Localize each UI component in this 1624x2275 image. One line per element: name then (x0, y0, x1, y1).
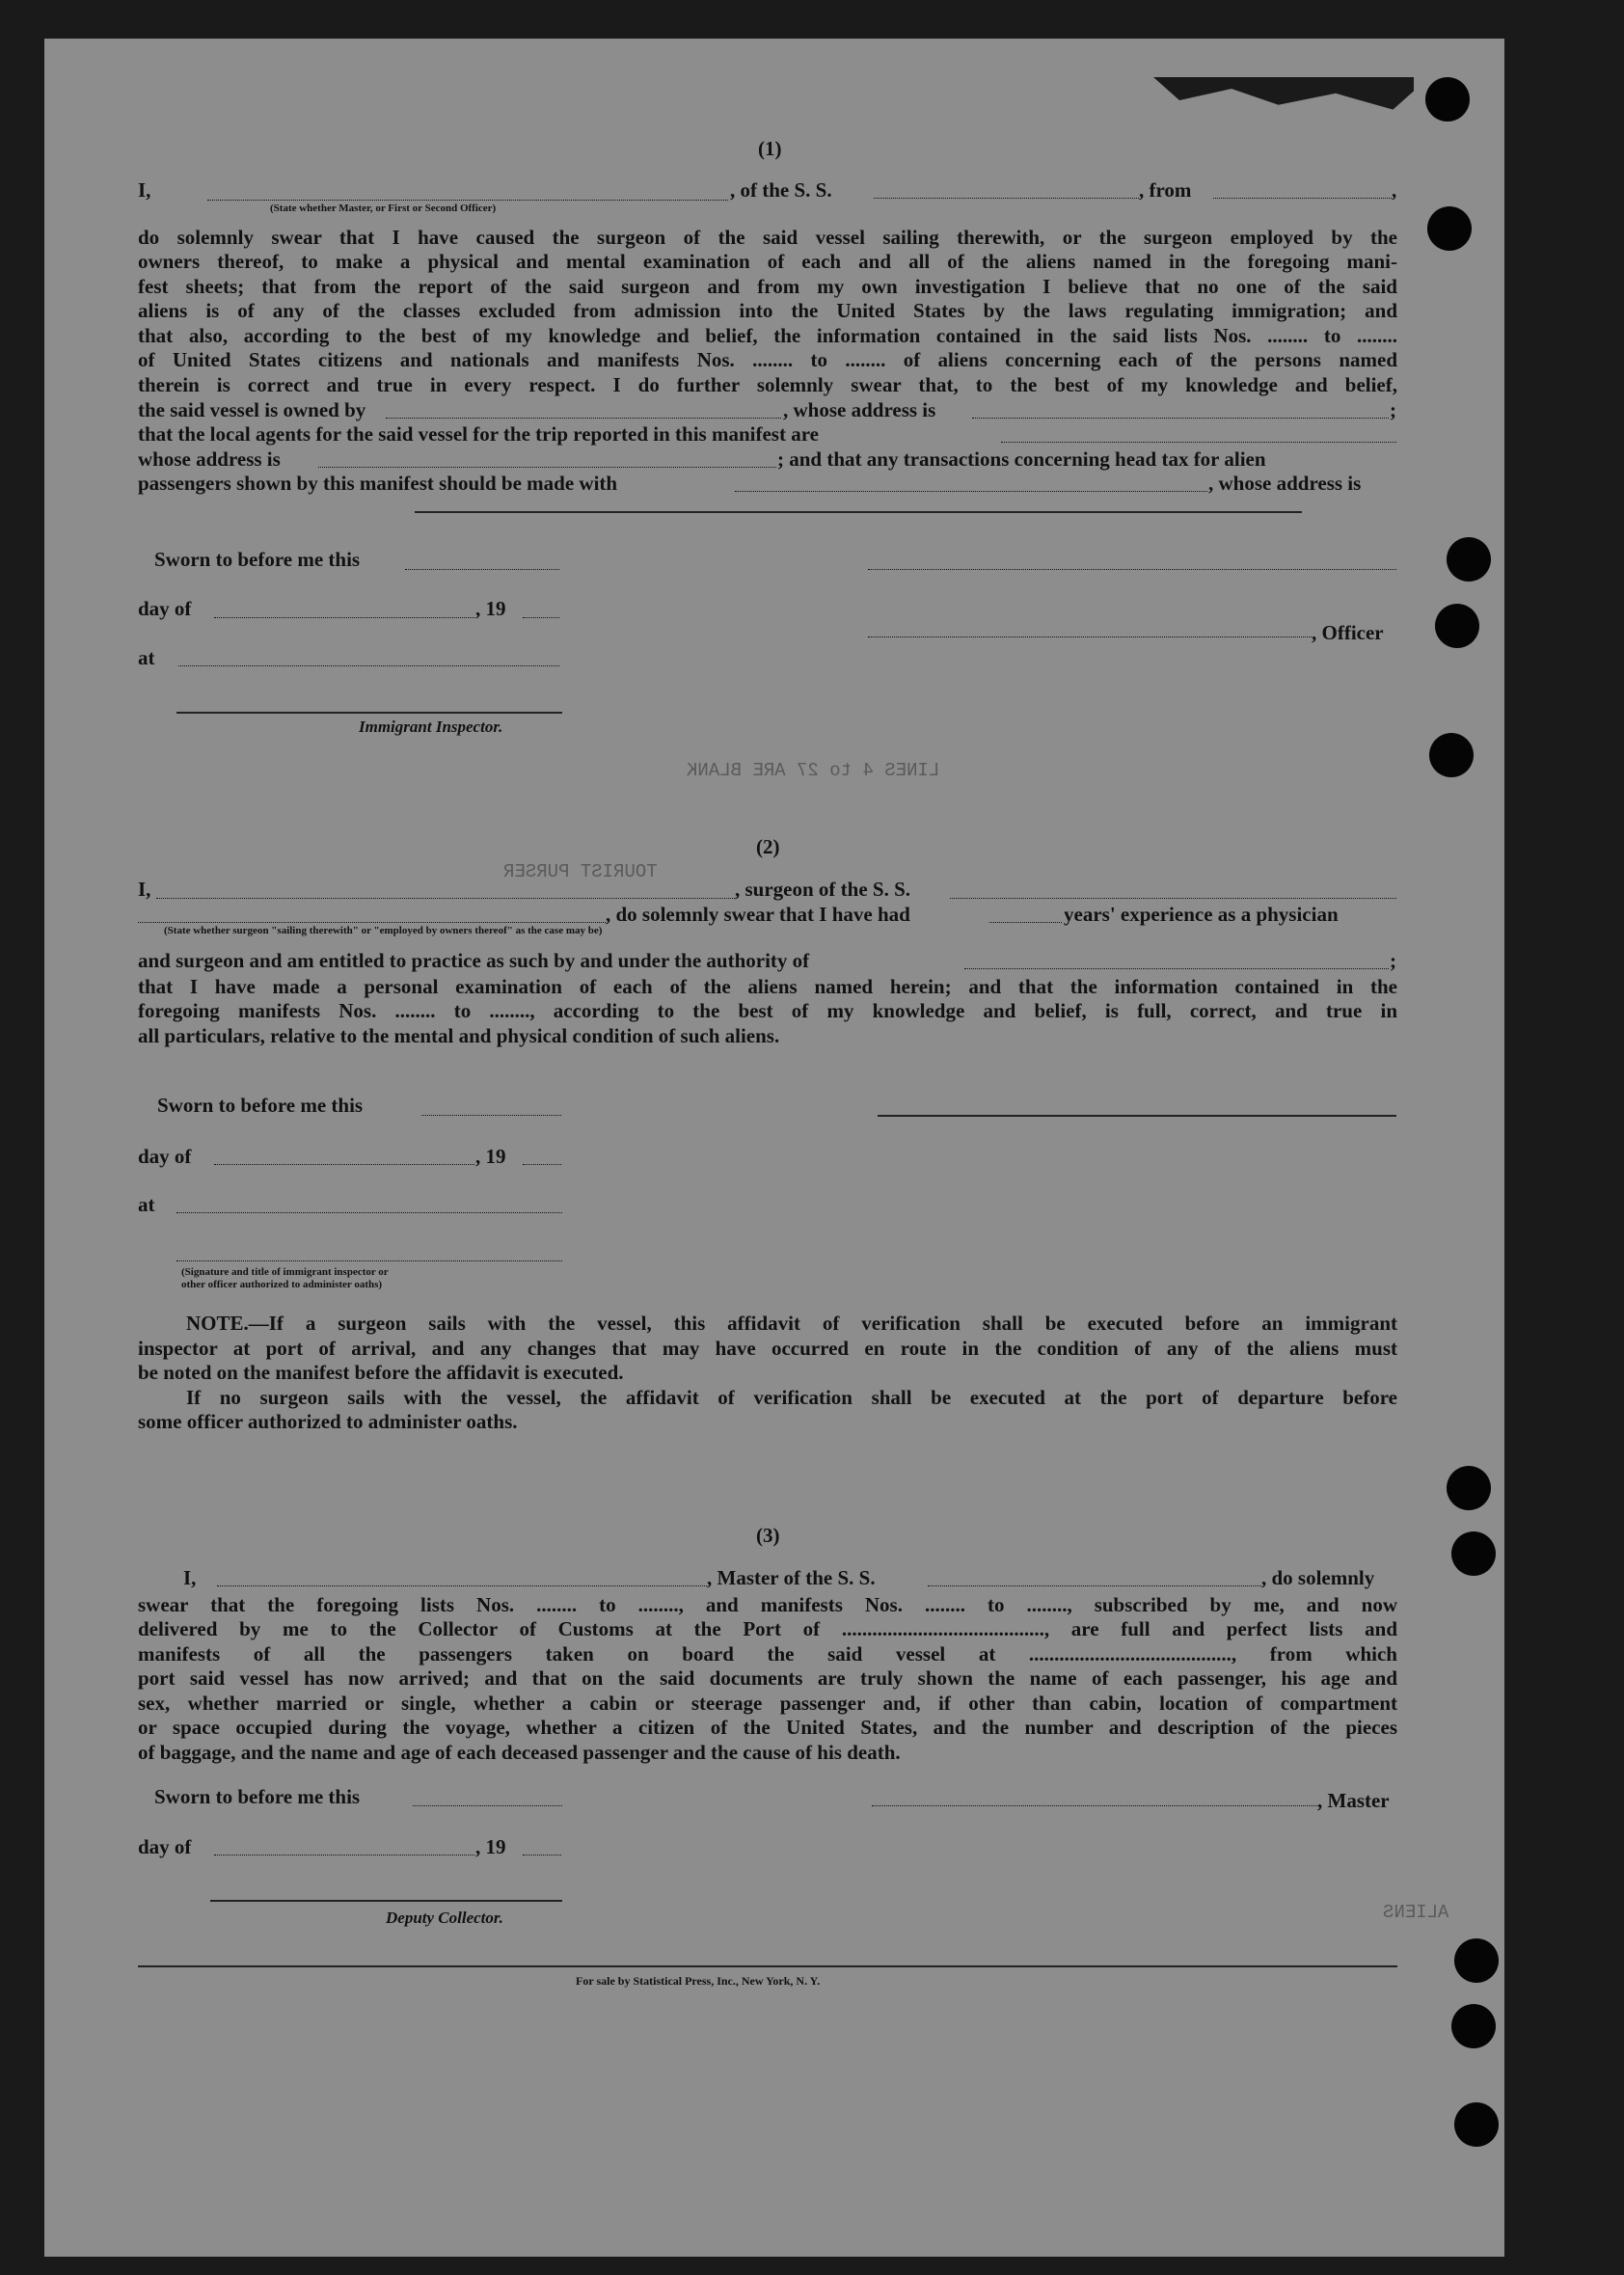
s2-note-line: inspector at port of arrival, and any changes that may have occurred en route in the condition of any of the aliens must (138, 1337, 1397, 1360)
binder-hole (1425, 77, 1470, 122)
s1-of-ss: , of the S. S. (730, 178, 832, 202)
s3-collector-line (210, 1900, 562, 1902)
s2-i: I, (138, 878, 151, 901)
s3-master: , Master (1317, 1789, 1390, 1812)
s2-nineteen: , 19 (475, 1145, 506, 1168)
s1-inspector-caption: Immigrant Inspector. (359, 718, 503, 736)
s2-year-field[interactable] (523, 1164, 561, 1165)
s2-body-line: foregoing manifests Nos. ........ to ........, according to the best of my knowledge and belief, is full, correct, and true in (138, 999, 1397, 1022)
s2-note-line: NOTE.—If a surgeon sails with the vessel, this affidavit of verification shall be executed before an immigrant (186, 1312, 1397, 1335)
s1-month-field[interactable] (214, 617, 474, 618)
s1-officer: , Officer (1312, 621, 1384, 644)
s2-note2-line: If no surgeon sails with the vessel, the affidavit of verification shall be executed at the port of departure before (186, 1386, 1397, 1409)
s1-owner-address-field[interactable] (972, 418, 1389, 419)
s1-body-line: therein is correct and true in every respect. I do further solemnly swear that, to the best of my knowledge and belief, (138, 373, 1397, 396)
s2-place-field[interactable] (176, 1212, 562, 1213)
s2-note-line: be noted on the manifest before the affidavit is executed. (138, 1361, 624, 1384)
s1-place-field[interactable] (178, 665, 559, 666)
s1-from: , from (1139, 178, 1192, 202)
s3-name-field[interactable] (217, 1585, 707, 1586)
s2-name-field[interactable] (156, 898, 735, 899)
s1-sworn-date-field[interactable] (405, 569, 559, 570)
s1-sworn: Sworn to before me this (154, 548, 361, 571)
s2-at: at (138, 1193, 155, 1216)
s2-inspector-signature-field[interactable] (176, 1260, 562, 1261)
s1-local-agents: that the local agents for the said vessel for the trip reported in this manifest are (138, 422, 819, 446)
s2-month-field[interactable] (214, 1164, 474, 1165)
faint-stamp-purser: TOURIST PURSER (503, 861, 658, 882)
s2-solemnly: , do solemnly swear that I have had (606, 903, 910, 926)
s1-subcaption: (State whether Master, or First or Second Officer) (270, 203, 497, 214)
s1-body-line: of United States citizens and nationals and manifests Nos. ........ to ........ of aliens concerning each of the persons named (138, 348, 1397, 371)
s3-body-line: delivered by me to the Collector of Customs at the Port of ........................................, are full and perfect lists and (138, 1617, 1397, 1640)
footer-printer: For sale by Statistical Press, Inc., New York, N. Y. (576, 1974, 821, 1988)
s3-sworn-date-field[interactable] (413, 1805, 562, 1806)
s3-master-of: , Master of the S. S. (707, 1566, 876, 1589)
s1-comma: , (1392, 178, 1397, 202)
s3-body-line: of baggage, and the name and age of each deceased passenger and the cause of his death. (138, 1741, 901, 1764)
s2-surgeon-of: , surgeon of the S. S. (735, 878, 911, 901)
s1-whose-address-is: , whose address is (783, 398, 936, 421)
s1-passengers: passengers shown by this manifest should be made with (138, 472, 618, 495)
binder-hole (1435, 604, 1479, 648)
s1-year-field[interactable] (523, 617, 559, 618)
s3-body-line: or space occupied during the voyage, whether a citizen of the United States, and the number and description of the pieces (138, 1716, 1397, 1739)
s3-collector-caption: Deputy Collector. (386, 1909, 503, 1927)
section-number-2: (2) (756, 835, 780, 858)
s3-body-line: sex, whether married or single, whether a cabin or steerage passenger and, if other than cabin, location of compartment (138, 1692, 1397, 1715)
s1-body-line: fest sheets; that from the report of the said surgeon and from my own investigation I believe that no one of the said (138, 275, 1397, 298)
s1-officer-title-field[interactable] (207, 200, 728, 201)
s2-sig-caption-2: other officer authorized to administer oaths) (181, 1279, 383, 1290)
footer-rule (138, 1965, 1397, 1967)
s1-officer-field[interactable] (868, 636, 1312, 637)
s2-years-field[interactable] (989, 922, 1062, 923)
binder-hole (1451, 2004, 1496, 2048)
s2-body-line: that I have made a personal examination of each of the aliens named herein; and that the information contained in the (138, 975, 1397, 998)
s3-i: I, (183, 1566, 197, 1589)
s3-nineteen: , 19 (475, 1835, 506, 1858)
faint-stamp-aliens: ALIENS (1383, 1902, 1449, 1923)
s3-master-signature-field[interactable] (872, 1805, 1317, 1806)
s1-from-field[interactable] (1213, 198, 1392, 199)
s2-day-of: day of (138, 1145, 192, 1168)
s2-note2-line: some officer authorized to administer oaths. (138, 1410, 518, 1433)
s1-i: I, (138, 178, 151, 202)
s1-semicolon: ; (1390, 398, 1396, 421)
section-number-1: (1) (758, 137, 782, 160)
s1-body-line: aliens is of any of the classes excluded from admission into the United States by the laws regulating immigration; and (138, 299, 1397, 322)
s1-owned-by: the said vessel is owned by (138, 398, 366, 421)
s1-body-line: do solemnly swear that I have caused the surgeon of the said vessel sailing therewith, or the surgeon employed by the (138, 226, 1397, 249)
s1-body-line: owners thereof, to make a physical and mental examination of each and all of the aliens named in the foregoing mani- (138, 250, 1397, 273)
s2-sworn-date-field[interactable] (421, 1115, 561, 1116)
binder-hole (1454, 1938, 1499, 1983)
s1-head-tax-contact-field[interactable] (735, 491, 1207, 492)
s3-ship-name-field[interactable] (928, 1585, 1261, 1586)
binder-hole (1429, 733, 1474, 777)
s3-body-line: port said vessel has now arrived; and that on the said documents are truly shown the name of each passenger, his age and (138, 1666, 1397, 1690)
s1-day-of: day of (138, 597, 192, 620)
s1-head-tax: ; and that any transactions concerning head tax for alien (777, 447, 1266, 471)
torn-edge (1153, 77, 1414, 123)
s3-body-line: swear that the foregoing lists Nos. ........ to ........, and manifests Nos. ........ to ........, subscribed by me, and now (138, 1593, 1397, 1616)
s2-signature-line (878, 1115, 1396, 1117)
s2-years: years' experience as a physician (1064, 903, 1339, 926)
binder-hole (1427, 206, 1472, 251)
s3-sworn: Sworn to before me this (154, 1785, 361, 1808)
s2-subcaption: (State whether surgeon "sailing therewith" or "employed by owners thereof" as the case may be) (164, 925, 603, 936)
s1-agents-address-field[interactable] (318, 467, 776, 468)
s3-do-solemnly: , do solemnly (1261, 1566, 1375, 1589)
s2-body-line: all particulars, relative to the mental and physical condition of such aliens. (138, 1024, 780, 1047)
s1-ship-name-field[interactable] (874, 198, 1139, 199)
s3-day-of: day of (138, 1835, 192, 1858)
faint-stamp-lines-blank: LINES 4 to 27 ARE BLANK (687, 760, 940, 781)
binder-hole (1447, 1466, 1491, 1510)
s2-capacity-field[interactable] (138, 922, 606, 923)
s1-whose-address: whose address is (138, 447, 281, 471)
s1-signature-field[interactable] (868, 569, 1396, 570)
s2-authority-field[interactable] (964, 968, 1389, 969)
binder-hole (1447, 537, 1491, 582)
s3-body-line: manifests of all the passengers taken on board the said vessel at ........................................, from which (138, 1642, 1397, 1666)
s1-owner-field[interactable] (386, 418, 781, 419)
s1-nineteen: , 19 (475, 597, 506, 620)
s2-authority: and surgeon and am entitled to practice as such by and under the authority of (138, 949, 810, 972)
s1-body-line: that also, according to the best of my knowledge and belief, the information contained in the said lists Nos. ........ to ........ (138, 324, 1397, 347)
s1-whose-address-end: , whose address is (1208, 472, 1362, 495)
s2-semicolon: ; (1390, 949, 1396, 972)
s1-agents-field[interactable] (1001, 442, 1396, 443)
s1-inspector-line (176, 712, 562, 714)
s1-at: at (138, 646, 155, 669)
s2-sig-caption-1: (Signature and title of immigrant inspector or (181, 1266, 389, 1278)
s2-ship-name-field[interactable] (950, 898, 1396, 899)
s2-sworn: Sworn to before me this (157, 1094, 364, 1117)
binder-hole (1451, 1531, 1496, 1576)
binder-hole (1454, 2102, 1499, 2147)
s1-rule (415, 511, 1302, 513)
section-number-3: (3) (756, 1524, 780, 1547)
